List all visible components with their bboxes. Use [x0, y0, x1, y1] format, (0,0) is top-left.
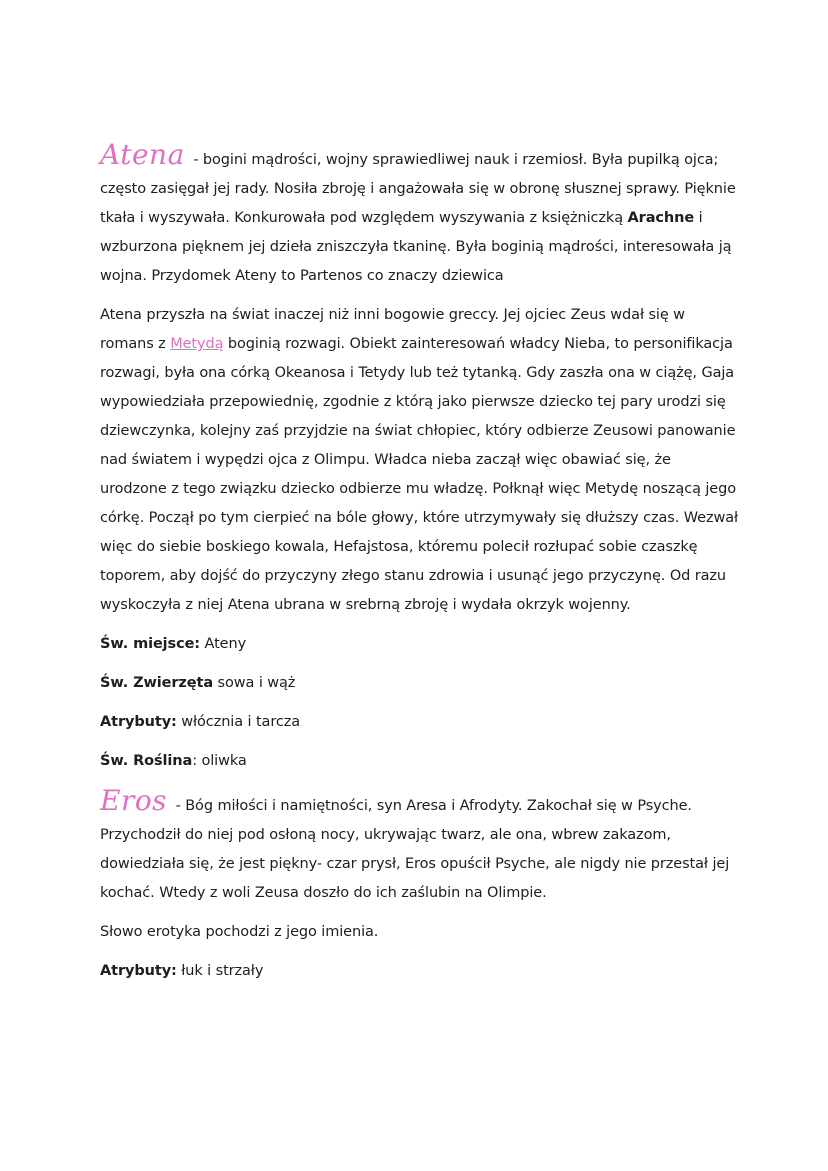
atena-heading: Atena: [100, 138, 185, 171]
document-content: [100, 140, 740, 996]
fact-value: łuk i strzały: [176, 963, 264, 979]
atena-fact-place: [100, 630, 740, 659]
eros-fact-attributes: [100, 957, 740, 986]
atena-birth-text-1: Atena przyszła na świat inaczej niż inni bogowie greccy. Jej ojciec Zeus wdał się w romans z: [100, 307, 685, 352]
metyda-keyword: Metydą: [170, 336, 224, 352]
fact-value: Ateny: [200, 636, 247, 652]
atena-fact-plant: [100, 747, 740, 776]
atena-fact-attributes: [100, 708, 740, 737]
fact-label: Św. Zwierzęta: [100, 675, 214, 691]
fact-label: Św. miejsce:: [100, 636, 201, 652]
arachne-keyword: Arachne: [627, 210, 695, 226]
eros-intro-text: - Bóg miłości i namiętności, syn Aresa i Afrodyty. Zakochał się w Psyche. Przychodził do niej pod osłoną nocy, ukrywając twarz, ale ona, wbrew zakazom, dowiedziała się, że jest piękny- czar prysł, Eros opuścił Psyche, ale nigdy nie przestał jej kochać. Wtedy z woli Zeusa doszło do ich zaślubin na Olimpie.: [100, 798, 730, 901]
atena-intro-text-1: - bogini mądrości, wojny sprawiedliwej nauk i rzemiosł. Była pupilką ojca; często zasięgał jej rady. Nosiła zbroję i angażowała się w obronę słusznej sprawy. Pięknie tkała i wyszywała. Konkurowała pod względem wyszywania z księżniczką: [100, 152, 736, 226]
eros-intro-paragraph: [100, 786, 740, 908]
fact-label: Atrybuty:: [100, 963, 177, 979]
fact-label: Św. Roślina: [100, 753, 193, 769]
eros-etymology-text: Słowo erotyka pochodzi z jego imienia.: [100, 924, 379, 940]
atena-birth-text-2: boginią rozwagi. Obiekt zainteresowań władcy Nieba, to personifikacja rozwagi, była ona córką Okeanosa i Tetydy lub też tytanką. Gdy zaszła ona w ciążę, Gaja wypowiedziała przepowiednię, zgodnie z którą jako pierwsze dziecko tej pary urodzi się dziewczynka, kolejny zaś przyjdzie na świat chłopiec, który odbierze Zeusowi panowanie nad światem i wypędzi ojca z Olimpu. Władca nieba zaczął więc obawiać się, że urodzone z tego związku dziecko odbierze mu władzę. Połknął więc Metydę noszącą jego córkę. Począł po tym cierpieć na bóle głowy, które utrzymywały się dłuższy czas. Wezwał więc do siebie boskiego kowala, Hefajstosa, któremu polecił rozłupać sobie czaszkę toporem, aby dojść do przyczyny złego stanu zdrowia i usunąć jego przyczynę. Od razu wyskoczyła z niej Atena ubrana w srebrną zbroję i wydała okrzyk wojenny.: [100, 336, 739, 613]
fact-value: sowa i wąż: [213, 675, 296, 691]
fact-label: Atrybuty:: [100, 714, 177, 730]
atena-intro-text-2: i wzburzona pięknem jej dzieła zniszczyła tkaninę. Była boginią mądrości, interesowała ją wojna. Przydomek Ateny to Partenos co znaczy dziewica: [100, 210, 732, 284]
eros-etymology-paragraph: [100, 918, 740, 947]
atena-intro-paragraph: [100, 140, 740, 291]
eros-heading: Eros: [100, 784, 168, 817]
atena-birth-paragraph: [100, 301, 740, 620]
fact-value: : oliwka: [192, 753, 247, 769]
atena-fact-animals: [100, 669, 740, 698]
fact-value: włócznia i tarcza: [176, 714, 301, 730]
